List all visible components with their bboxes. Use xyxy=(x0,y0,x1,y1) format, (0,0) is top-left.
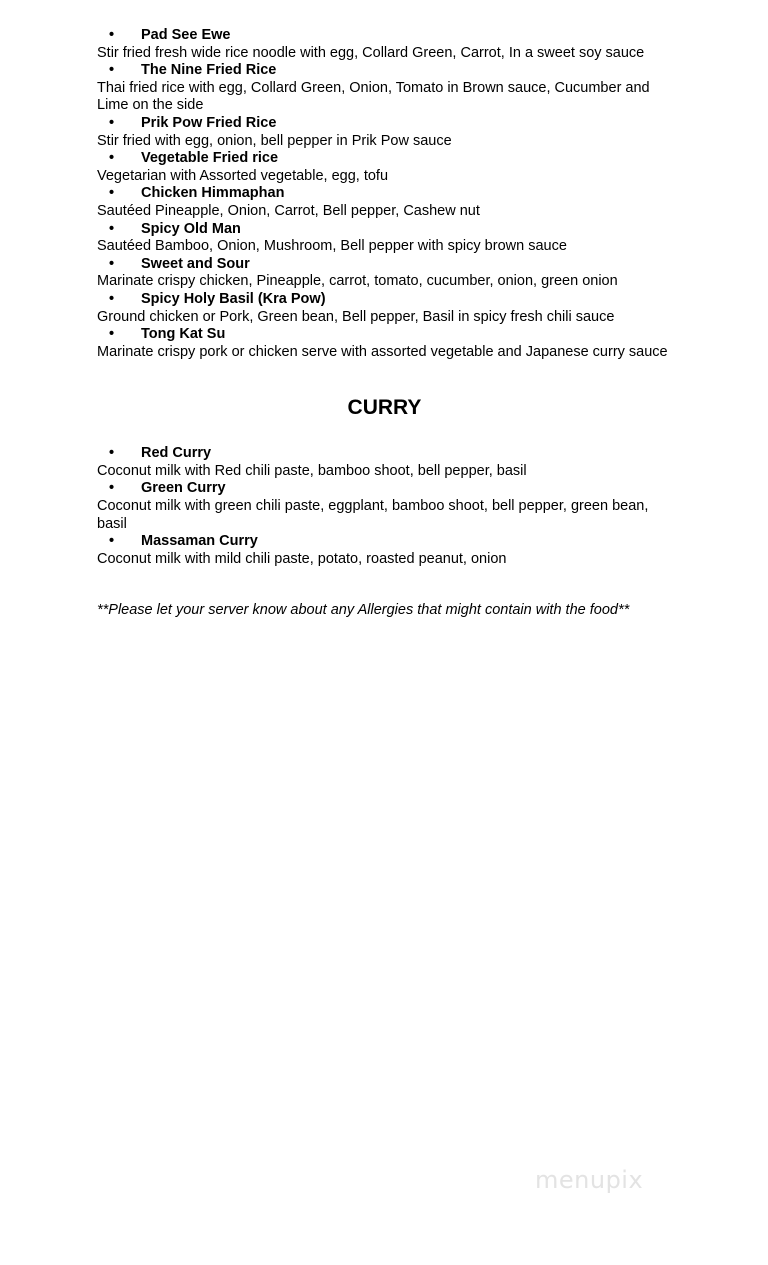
item-name: • Tong Kat Su xyxy=(109,326,226,343)
allergy-note: **Please let your server know about any Allergies that might contain with the food** xyxy=(97,602,630,619)
list-item xyxy=(97,533,697,568)
list-item xyxy=(97,445,697,480)
bullet-icon: • xyxy=(109,445,115,462)
item-description: Marinate crispy pork or chicken serve with assorted vegetable and Japanese curry sauce xyxy=(97,343,668,360)
curry-list xyxy=(97,445,697,568)
bullet-icon: • xyxy=(109,480,115,497)
bullet-icon: • xyxy=(109,533,115,550)
watermark-logo: menupix xyxy=(535,1166,644,1194)
item-description: Sautéed Bamboo, Onion, Mushroom, Bell pepper with spicy brown sauce xyxy=(97,238,567,255)
list-item xyxy=(97,115,697,150)
bullet-icon: • xyxy=(109,62,115,79)
list-item xyxy=(97,221,697,256)
item-description: Stir fried with egg, onion, bell pepper in Prik Pow sauce xyxy=(97,132,452,149)
item-name: • Massaman Curry xyxy=(109,533,258,550)
item-description: Vegetarian with Assorted vegetable, egg, tofu xyxy=(97,167,389,184)
item-description: Coconut milk with green chili paste, eggplant, bamboo shoot, bell pepper, green bean, basil xyxy=(97,498,649,532)
item-name: • Red Curry xyxy=(109,445,212,462)
item-name: • Spicy Old Man xyxy=(109,220,241,237)
menu-page xyxy=(97,27,697,620)
item-description: Marinate crispy chicken, Pineapple, carrot, tomato, cucumber, onion, green onion xyxy=(97,273,618,290)
item-name: • The Nine Fried Rice xyxy=(109,62,277,79)
bullet-icon: • xyxy=(109,255,115,272)
list-item xyxy=(97,326,697,361)
list-item xyxy=(97,185,697,220)
item-name: • Vegetable Fried rice xyxy=(109,150,279,167)
bullet-icon: • xyxy=(109,220,115,237)
item-description: Sautéed Pineapple, Onion, Carrot, Bell pepper, Cashew nut xyxy=(97,202,480,219)
list-item xyxy=(97,291,697,326)
item-name: • Spicy Holy Basil (Kra Pow) xyxy=(109,290,326,307)
item-name: • Sweet and Sour xyxy=(109,255,250,272)
item-description: Stir fried fresh wide rice noodle with egg, Collard Green, Carrot, In a sweet soy sauce xyxy=(97,44,645,61)
item-name: • Pad See Ewe xyxy=(109,27,231,43)
noodles-rice-list xyxy=(97,27,697,361)
item-description: Thai fried rice with egg, Collard Green, Onion, Tomato in Brown sauce, Cucumber and Lime on the side xyxy=(97,79,650,114)
item-description: Coconut milk with mild chili paste, potato, roasted peanut, onion xyxy=(97,550,507,567)
item-name: • Chicken Himmaphan xyxy=(109,185,285,202)
bullet-icon: • xyxy=(109,326,115,343)
item-name: • Green Curry xyxy=(109,480,226,497)
bullet-icon: • xyxy=(109,150,115,167)
list-item xyxy=(97,256,697,291)
item-name: • Prik Pow Fried Rice xyxy=(109,114,277,131)
list-item xyxy=(97,62,697,115)
list-item xyxy=(97,480,697,533)
bullet-icon: • xyxy=(109,114,115,131)
list-item xyxy=(97,27,697,62)
bullet-icon: • xyxy=(109,185,115,202)
item-description: Ground chicken or Pork, Green bean, Bell pepper, Basil in spicy fresh chili sauce xyxy=(97,308,615,325)
bullet-icon: • xyxy=(109,290,115,307)
bullet-icon: • xyxy=(109,27,115,43)
section-title-curry: CURRY xyxy=(347,396,422,420)
list-item xyxy=(97,150,697,185)
item-description: Coconut milk with Red chili paste, bamboo shoot, bell pepper, basil xyxy=(97,462,527,479)
